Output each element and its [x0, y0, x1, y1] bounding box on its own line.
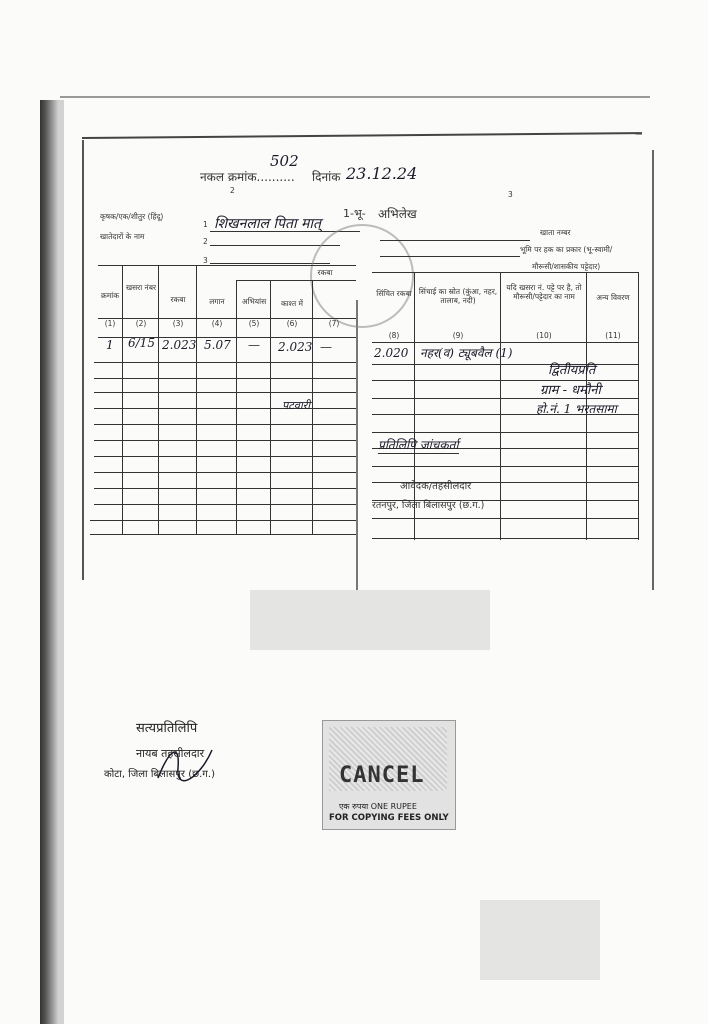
table-cell: 2.020 [374, 346, 409, 360]
date-value: 23.12.24 [346, 164, 418, 183]
account-no-label: खाता नम्बर [540, 228, 571, 237]
table-cell: 1 [106, 338, 114, 352]
table-cell: 2.023 [278, 340, 313, 354]
row-number: 2 [203, 237, 208, 246]
table-cell: — [320, 340, 332, 354]
form-right-border [652, 150, 654, 590]
col-number: (3) [172, 319, 184, 328]
col-number: (5) [248, 319, 260, 328]
col-number: (10) [536, 331, 552, 340]
page-binding-shadow [58, 100, 64, 1024]
land-right-label: भूमि पर हक का प्रकार (भू-स्वामी/ [520, 245, 613, 254]
page-mark: 3 [508, 190, 513, 199]
remark-line: हो.नं. 1 भरतसामा [536, 402, 617, 416]
table-cell: 6/15 [128, 336, 155, 350]
col-header: अन्य विवरण [596, 293, 630, 302]
row-number: 3 [203, 256, 208, 265]
col-number: (8) [388, 331, 400, 340]
col-header: काश्त में [280, 299, 304, 308]
page-mark: 2 [230, 186, 235, 195]
remark-line: ग्राम - धमौनी [540, 383, 601, 398]
col-header: क्रमांक [101, 291, 119, 300]
row-number: 1 [203, 220, 208, 229]
table-cell: नहर(व) ट्यूबवैल (1) [420, 346, 513, 360]
verification-stamp-line3: रतनपुर, जिला बिलासपुर (छ.ग.) [372, 500, 485, 511]
col-header: खसरा नंबर [125, 283, 157, 292]
remark-line: द्वितीयप्रति [548, 363, 596, 378]
col-header: लगान [209, 297, 225, 306]
certified-copy-title: सत्यप्रतिलिपि [136, 721, 198, 736]
col-header: अभियांस [241, 297, 267, 306]
court-fee-stamp [322, 720, 456, 830]
form-top-border [82, 132, 642, 139]
verification-stamp-line1: प्रतिलिपि जांचकर्ता [378, 438, 459, 452]
farmer-name: शिखनलाल पिता मात् [214, 216, 322, 232]
certifier-role: नायब तहसीलदार [136, 747, 205, 760]
col-header: सिंचित रकबा [376, 289, 412, 298]
holders-label: खातेदारों के नाम [100, 232, 145, 241]
col-number: (4) [211, 319, 223, 328]
col-number: (6) [286, 319, 298, 328]
table-cell: — [248, 338, 260, 352]
land-right-label-2: मौरूसी/शासकीय पट्टेदार) [532, 262, 601, 271]
col-header: सिंचाई का स्रोत (कुंआ, नहर, तालाब, नदी) [418, 287, 498, 305]
fold-line [356, 300, 358, 590]
copy-number-label: नकल क्रमांक.......... [200, 170, 295, 184]
col-number: (9) [452, 331, 464, 340]
cancel-mark: CANCEL [339, 763, 425, 788]
copy-number-value: 502 [270, 152, 299, 170]
scan-noise [480, 900, 600, 980]
form-title-right: अभिलेख [378, 207, 417, 221]
certifier-signature [150, 738, 220, 788]
col-number: (11) [605, 331, 621, 340]
table-cell: 5.07 [204, 338, 231, 352]
patwari-signature: पटवारी [282, 399, 311, 412]
col-number: (1) [104, 319, 116, 328]
sheet-top-edge [60, 96, 650, 98]
date-label: दिनांक [312, 170, 341, 184]
form-title-left: 1-भू- [343, 207, 366, 220]
verification-stamp-line2: आवेदक/तहसीलदार [400, 481, 472, 492]
stamp-purpose: FOR COPYING FEES ONLY [329, 813, 449, 823]
col-number: (2) [135, 319, 147, 328]
farmer-label: कृषक/एक/शीतुर (हिंदू) [100, 212, 164, 221]
form-left-border [82, 140, 84, 580]
stamp-value: एक रुपया ONE RUPEE [339, 802, 417, 811]
col-number: (7) [328, 319, 340, 328]
page-binding-edge [40, 100, 58, 1024]
col-header: रकबा [170, 295, 186, 304]
certifier-place: कोटा, जिला बिलासपुर (छ.ग.) [104, 769, 215, 780]
col-header: यदि खसरा नं. पट्टे पर है, तो मौरूसी/पट्टेदार का नाम [506, 283, 582, 301]
table-cell: 2.023 [162, 338, 197, 352]
area-group-header: रकबा [317, 268, 333, 277]
scan-noise [250, 590, 490, 650]
